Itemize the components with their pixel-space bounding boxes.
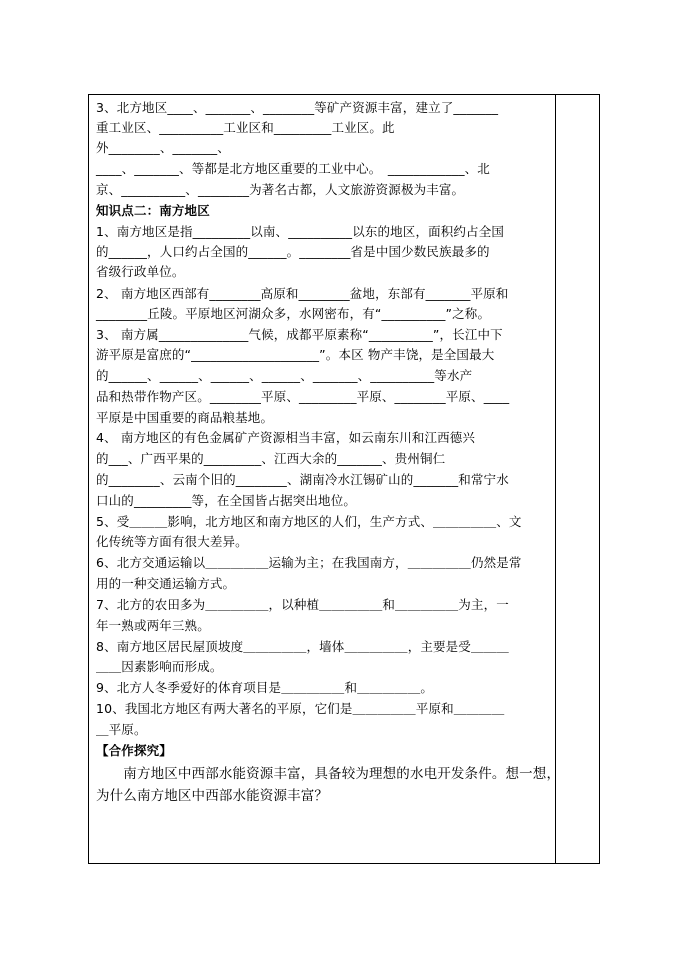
text-line: 9、北方人冬季爱好的体育项目是＿＿＿＿＿和＿＿＿＿＿。 xyxy=(96,680,434,695)
section-heading: 知识点二：南方地区 xyxy=(96,203,210,218)
text-line: 口山的_________等，在全国皆占据突出地位。 xyxy=(96,493,357,508)
text-line: 用的一种交通运输方式。 xyxy=(96,576,236,591)
section-heading: 【合作探究】 xyxy=(96,743,172,758)
text-line: ＿＿因素影响而形成。 xyxy=(96,659,223,674)
text-line: 1、南方地区是指_________以南、__________以东的地区，面积约占全国 xyxy=(96,224,505,239)
text-line: 的___、广西平果的_________、江西大余的_______、贵州铜仁 xyxy=(96,451,446,466)
text-line: ＿平原。 xyxy=(96,722,147,737)
text-line: 重工业区、__________工业区和_________工业区。此 xyxy=(96,120,395,135)
text-line: 8、南方地区居民屋顶坡度＿＿＿＿＿，墙体＿＿＿＿＿，主要是受＿＿＿ xyxy=(96,639,509,654)
text-line: 为什么南方地区中西部水能资源丰富？ xyxy=(96,788,329,804)
text-line: 平原是中国重要的商品粮基地。 xyxy=(96,410,274,425)
text-line: 年一熟或两年三熟。 xyxy=(96,618,210,633)
text-line: 6、北方交通运输以＿＿＿＿＿运输为主；在我国南方，＿＿＿＿＿仍然是常 xyxy=(96,555,522,570)
text-line: 10、我国北方地区有两大著名的平原，它们是＿＿＿＿＿平原和＿＿＿＿ xyxy=(96,701,505,716)
text-line: ________丘陵。平原地区河湖众多，水网密布，有“__________”之称。 xyxy=(96,306,491,321)
text-line: 4、 南方地区的有色金属矿产资源相当丰富，如云南东川和江西德兴 xyxy=(96,430,476,445)
text-line: 南方地区中西部水能资源丰富，具备较为理想的水电开发条件。想一想， xyxy=(96,766,561,782)
text-line: 外________、_______、 xyxy=(96,140,230,155)
text-line: 化传统等方面有很大差异。 xyxy=(96,534,248,549)
text-line: 5、受＿＿＿影响，北方地区和南方地区的人们，生产方式、＿＿＿＿＿、文 xyxy=(96,514,522,529)
text-line: 游平原是富庶的“____________________”。本区 物产丰饶，是全国最大 xyxy=(96,347,495,362)
text-line: 2、 南方地区西部有________高原和________盆地，东部有_______平原和 xyxy=(96,286,509,301)
text-line: 的______、______、______、______、_______、__________等水产 xyxy=(96,368,473,383)
side-column-divider xyxy=(555,94,556,864)
text-line: 7、北方的农田多为＿＿＿＿＿，以种植＿＿＿＿＿和＿＿＿＿＿为主，一 xyxy=(96,597,509,612)
text-line: 的______，人口约占全国的______。________省是中国少数民族最多的 xyxy=(96,244,490,259)
text-line: 京、__________、________为著名古都，人文旅游资源极为丰富。 xyxy=(96,182,465,197)
text-line: 3、北方地区____、_______、________等矿产资源丰富，建立了_______ xyxy=(96,100,499,115)
text-line: 品和热带作物产区。________平原、_________平原、________平原、____ xyxy=(96,389,510,404)
text-line: ____、_______、等都是北方地区重要的工业中心。 ____________、北 xyxy=(96,161,490,176)
text-line: 的________、云南个旧的________、湖南冷水江锡矿山的_______和常宁水 xyxy=(96,472,509,487)
text-line: 省级行政单位。 xyxy=(96,264,185,279)
text-line: 3、 南方属______________气候，成都平原素称“__________”，长江中下 xyxy=(96,327,503,342)
